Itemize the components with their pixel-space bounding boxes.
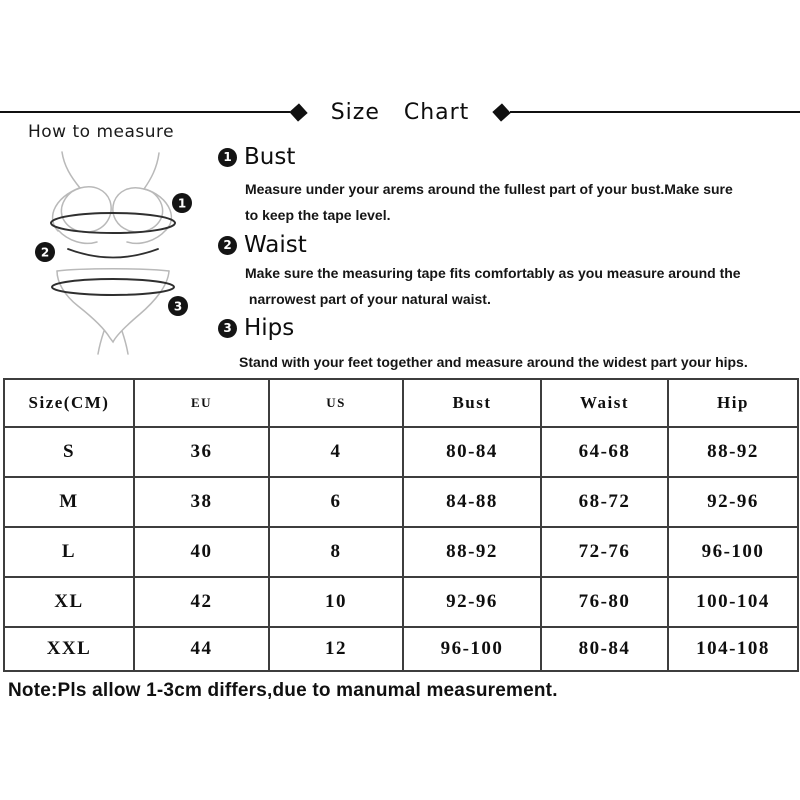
table-cell: 64-68 xyxy=(541,427,668,477)
section-bust-text xyxy=(245,176,733,228)
page-title: Size Chart xyxy=(330,99,470,125)
table-cell: 40 xyxy=(134,527,269,577)
table-cell: 80-84 xyxy=(541,627,668,671)
table-cell: 92-96 xyxy=(403,577,541,627)
table-header-cell: Size(CM) xyxy=(4,379,134,427)
svg-text:1: 1 xyxy=(177,196,187,211)
table-cell: 104-108 xyxy=(668,627,798,671)
title-rule-right xyxy=(510,111,800,113)
table-cell: 96-100 xyxy=(403,627,541,671)
diagram-badge-3 xyxy=(168,296,188,316)
table-row-l xyxy=(4,527,798,577)
section-text-line: Stand with your feet together and measure around the widest part your hips. xyxy=(239,354,748,370)
table-cell: L xyxy=(4,527,134,577)
table-cell: XL xyxy=(4,577,134,627)
how-to-measure-heading: How to measure xyxy=(28,122,175,142)
table-cell: 84-88 xyxy=(403,477,541,527)
section-waist xyxy=(218,232,741,312)
table-row-xxl xyxy=(4,627,798,671)
section-title: Waist xyxy=(244,232,307,258)
table-header-row xyxy=(4,379,798,427)
table-header-cell: EU xyxy=(134,379,269,427)
note-text: Note:Pls allow 1-3cm differs,due to manumal measurement. xyxy=(8,680,558,701)
section-hips xyxy=(218,315,748,375)
table-cell: 96-100 xyxy=(668,527,798,577)
table-cell: 44 xyxy=(134,627,269,671)
table-cell: M xyxy=(4,477,134,527)
hip-tape-line xyxy=(52,279,174,295)
section-bust-heading xyxy=(218,144,733,170)
section-badge: 3 xyxy=(218,319,237,338)
table-header-cell: US xyxy=(269,379,403,427)
svg-text:2: 2 xyxy=(40,245,50,260)
table-cell: 80-84 xyxy=(403,427,541,477)
bust-tape-line xyxy=(51,213,175,233)
section-hips-heading xyxy=(218,315,748,341)
section-hips-text xyxy=(239,349,748,375)
waist-tape-line xyxy=(68,249,158,258)
table-cell: 88-92 xyxy=(668,427,798,477)
table-cell: 12 xyxy=(269,627,403,671)
section-title: Hips xyxy=(244,315,295,341)
svg-text:3: 3 xyxy=(173,299,183,314)
measurement-diagram xyxy=(25,140,215,360)
table-cell: 100-104 xyxy=(668,577,798,627)
table-cell: XXL xyxy=(4,627,134,671)
table-header-cell: Hip xyxy=(668,379,798,427)
section-waist-heading xyxy=(218,232,741,258)
section-title: Bust xyxy=(244,144,296,170)
table-cell: 10 xyxy=(269,577,403,627)
table-cell: 6 xyxy=(269,477,403,527)
table-cell: 36 xyxy=(134,427,269,477)
table-cell: 8 xyxy=(269,527,403,577)
table-cell: S xyxy=(4,427,134,477)
section-text-line: Measure under your arems around the fullest part of your bust.Make sure xyxy=(245,181,733,197)
table-cell: 38 xyxy=(134,477,269,527)
section-text-line: to keep the tape level. xyxy=(245,207,391,223)
section-badge: 1 xyxy=(218,148,237,167)
diagram-badge-2 xyxy=(35,242,55,262)
table-cell: 92-96 xyxy=(668,477,798,527)
size-chart-table xyxy=(3,378,799,672)
table-row-s xyxy=(4,427,798,477)
section-text-line: narrowest part of your natural waist. xyxy=(245,291,491,307)
diagram-badge-1 xyxy=(172,193,192,213)
table-row-xl xyxy=(4,577,798,627)
diamond-icon xyxy=(493,103,511,121)
title-rule-left xyxy=(0,111,290,113)
table-cell: 42 xyxy=(134,577,269,627)
table-header-cell: Bust xyxy=(403,379,541,427)
table-header-cell: Waist xyxy=(541,379,668,427)
table-cell: 76-80 xyxy=(541,577,668,627)
section-badge: 2 xyxy=(218,236,237,255)
table-cell: 4 xyxy=(269,427,403,477)
section-waist-text xyxy=(245,260,741,312)
table-cell: 68-72 xyxy=(541,477,668,527)
section-bust xyxy=(218,144,733,228)
table-cell: 88-92 xyxy=(403,527,541,577)
table-row-m xyxy=(4,477,798,527)
section-text-line: Make sure the measuring tape fits comfortably as you measure around the xyxy=(245,265,741,281)
table-cell: 72-76 xyxy=(541,527,668,577)
